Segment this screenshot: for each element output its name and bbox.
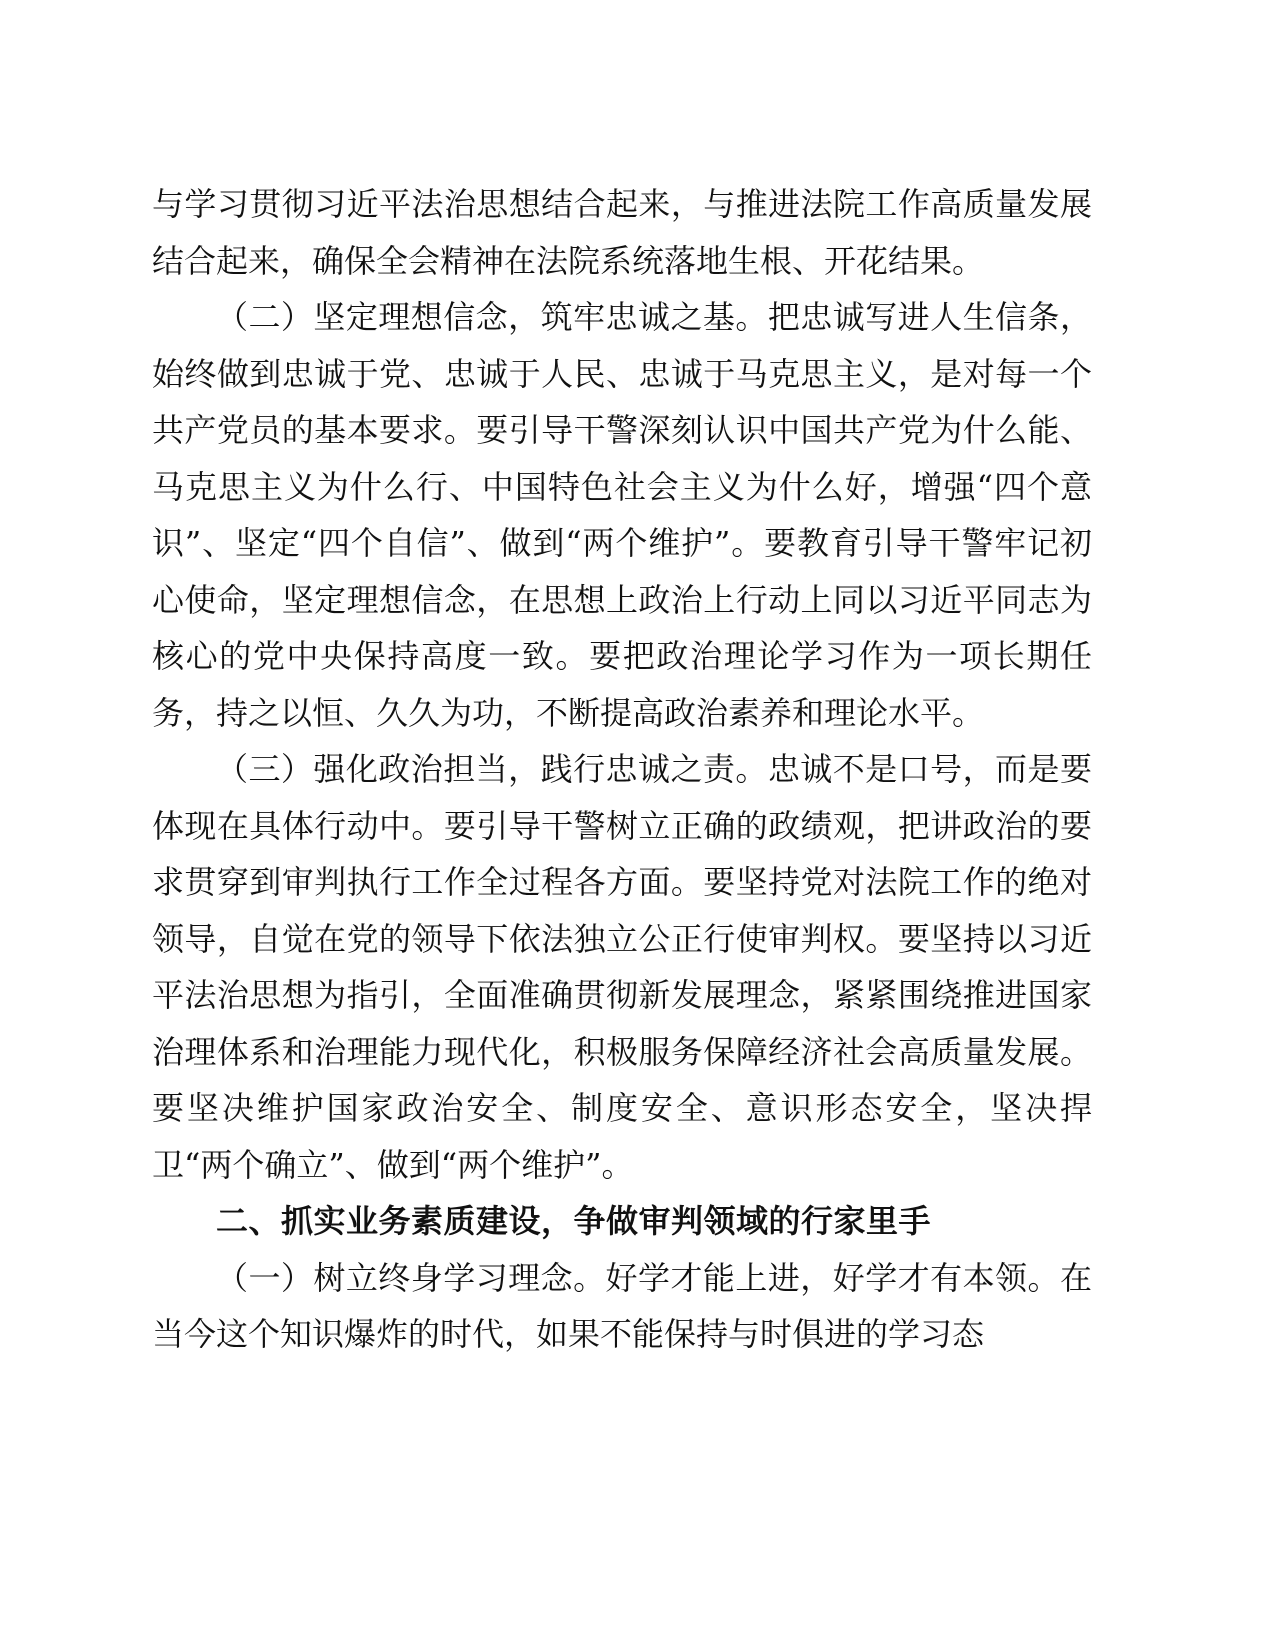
subsection-body-3: 忠诚不是口号，而是要体现在具体行动中。要引导干警树立正确的政绩观，把讲政治的要求贯穿到审判执行工作全过程各方面。要坚持党对法院工作的绝对领导，自觉在党的领导下依法独立公正行使审判权。要坚持以习近平法治思想为指引，全面准确贯彻新发展理念，紧紧围绕推进国家治理体系和治理能力现代化，积极服务保障经济社会高质量发展。要坚决维护国家政治安全、制度安全、意识形态安全，坚决捍卫“两个确立”、做到“两个维护”。 [152,750,1092,1184]
paragraph-subsection-3 [152,741,1092,1193]
paragraph-subsection-2 [152,289,1092,741]
subsection-lead-2: （二）坚定理想信念，筑牢忠诚之基。 [216,298,768,336]
subsection-lead-3: （三）强化政治担当，践行忠诚之责。 [216,750,768,788]
document-body [152,176,1092,1363]
paragraph-continuation: 与学习贯彻习近平法治思想结合起来，与推进法院工作高质量发展结合起来，确保全会精神在法院系统落地生根、开花结果。 [152,185,1092,280]
subsection-lead-1: （一）树立终身学习理念。 [216,1258,606,1297]
subsection-body-1: 好学才能上进，好学才有本领。在当今这个知识爆炸的时代，如果不能保持与时俱进的学习态 [152,1258,1092,1353]
section-heading-2: 二、抓实业务素质建设，争做审判领域的行家里手 [216,1202,932,1240]
subsection-body-2: 把忠诚写进人生信条，始终做到忠诚于党、忠诚于人民、忠诚于马克思主义，是对每一个共产党员的基本要求。要引导干警深刻认识中国共产党为什么能、马克思主义为什么行、中国特色社会主义为什么好，增强“四个意识”、坚定“四个自信”、做到“两个维护”。要教育引导干警牢记初心使命，坚定理想信念，在思想上政治上行动上同以习近平同志为核心的党中央保持高度一致。要把政治理论学习作为一项长期任务，持之以恒、久久为功，不断提高政治素养和理论水平。 [152,298,1092,732]
paragraph-subsection-1 [152,1250,1092,1363]
